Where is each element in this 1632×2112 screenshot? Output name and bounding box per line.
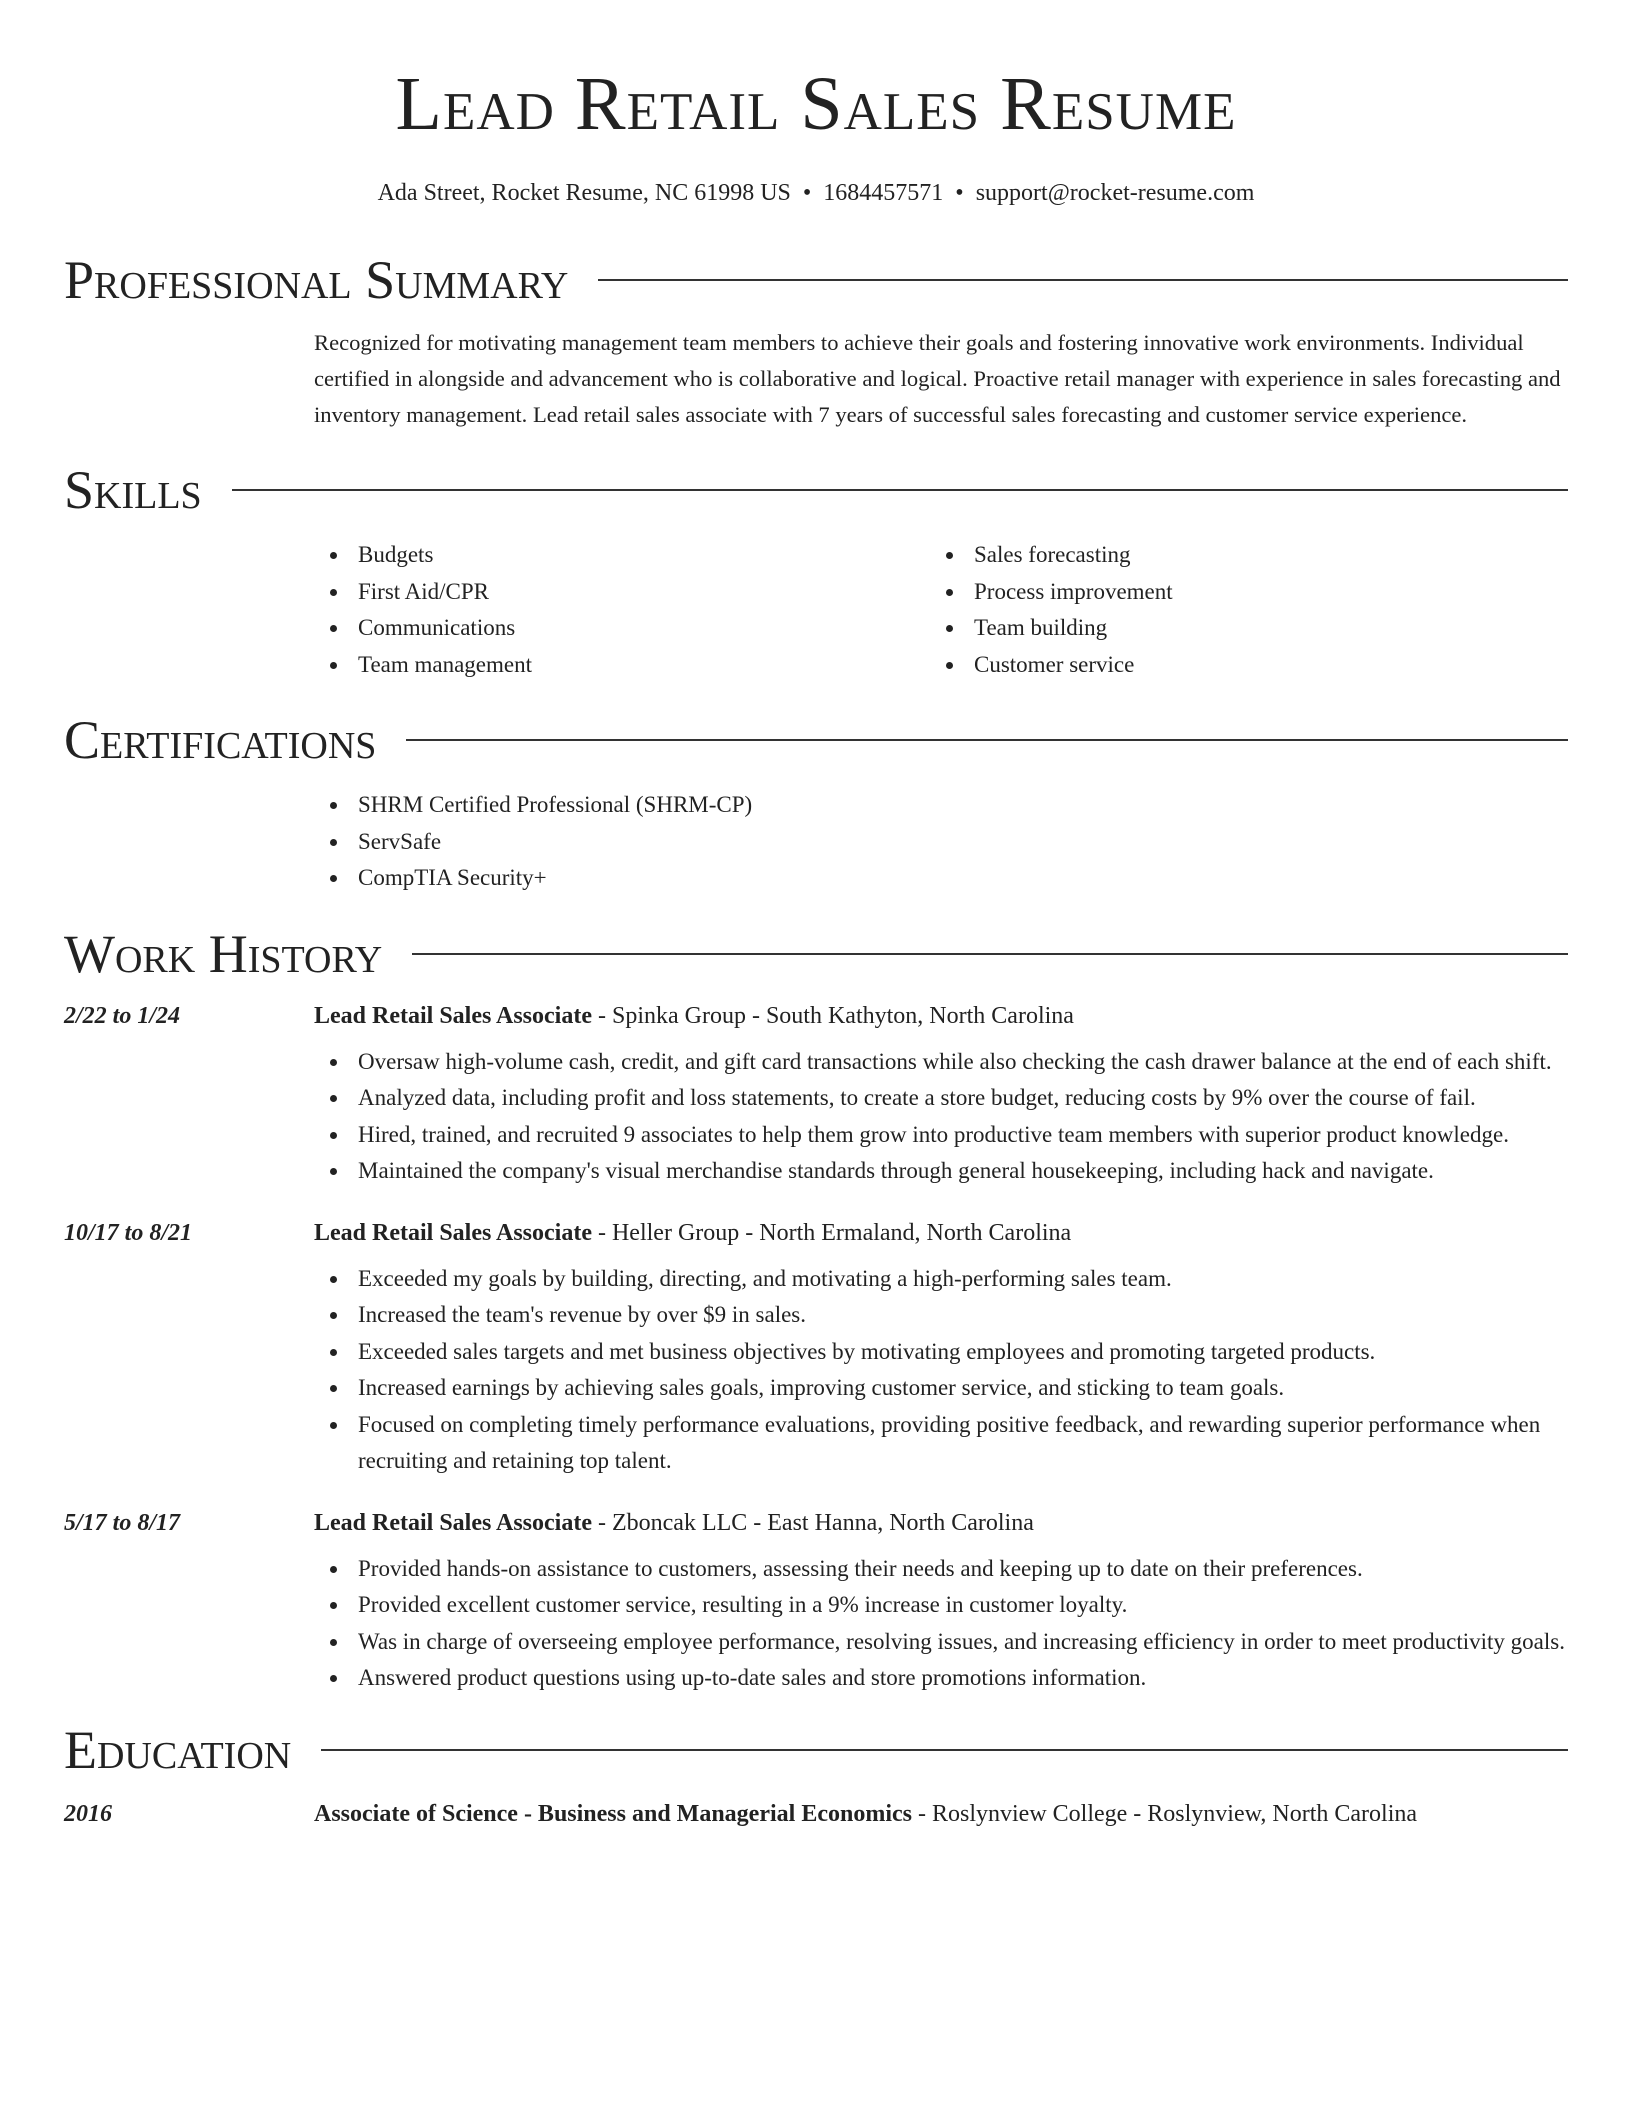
section-divider xyxy=(598,279,1568,281)
education-entry xyxy=(64,1801,1568,1828)
section-divider xyxy=(412,953,1568,955)
certification-item: SHRM Certified Professional (SHRM-CP) xyxy=(314,787,1568,824)
section-divider xyxy=(321,1749,1568,1751)
section-divider xyxy=(406,739,1568,741)
skill-item: Customer service xyxy=(930,647,1546,684)
education-school: - Roslynview College - Roslynview, North Carolina xyxy=(911,1800,1418,1827)
resume-title: Lead Retail Sales Resume xyxy=(395,62,1237,146)
skill-item: Team management xyxy=(314,647,930,684)
job-employer: - Spinka Group - South Kathyton, North Carolina xyxy=(591,1002,1074,1029)
job-header xyxy=(64,1510,1568,1537)
education-section-header xyxy=(64,1719,1568,1780)
job-title: Lead Retail Sales Associate xyxy=(314,1002,592,1029)
job-bullet: Provided excellent customer service, resulting in a 9% increase in customer loyalty. xyxy=(314,1587,1568,1624)
education-heading: Education xyxy=(64,1719,292,1780)
education-degree: Associate of Science - Business and Managerial Economics xyxy=(314,1800,912,1827)
certifications-list xyxy=(314,787,1568,897)
job-title: Lead Retail Sales Associate xyxy=(314,1219,592,1246)
summary-section-header xyxy=(64,250,1568,311)
education-line xyxy=(314,1801,1417,1828)
job-title: Lead Retail Sales Associate xyxy=(314,1509,592,1536)
job-bullet: Provided hands-on assistance to customers, assessing their needs and keeping up to date on their preferences. xyxy=(314,1551,1568,1588)
contact-line xyxy=(64,178,1568,209)
job-bullet: Was in charge of overseeing employee performance, resolving issues, and increasing efficiency in order to meet productivity goals. xyxy=(314,1624,1568,1661)
skill-item: Budgets xyxy=(314,537,930,574)
job-bullet: Hired, trained, and recruited 9 associates to help them grow into productive team members with superior product knowledge. xyxy=(314,1117,1568,1154)
certifications-section-header xyxy=(64,710,1568,771)
job-header xyxy=(64,1220,1568,1247)
job-bullet: Analyzed data, including profit and loss statements, to create a store budget, reducing costs by 9% over the course of fail. xyxy=(314,1080,1568,1117)
job-bullet: Exceeded sales targets and met business objectives by motivating employees and promoting targeted products. xyxy=(314,1334,1568,1371)
job-bullet: Oversaw high-volume cash, credit, and gift card transactions while also checking the cash drawer balance at the end of each shift. xyxy=(314,1044,1568,1081)
job-title-line xyxy=(314,1220,1071,1247)
job-bullet: Increased earnings by achieving sales goals, improving customer service, and sticking to team goals. xyxy=(314,1370,1568,1407)
job-bullet: Focused on completing timely performance evaluations, providing positive feedback, and rewarding superior performance when recruiting and retaining top talent. xyxy=(314,1407,1568,1480)
job-employer: - Zboncak LLC - East Hanna, North Carolina xyxy=(591,1509,1034,1536)
skills-column-right xyxy=(930,537,1546,683)
job-dates: 5/17 to 8/17 xyxy=(64,1509,181,1536)
skills-section-header xyxy=(64,460,1568,521)
skill-item: Team building xyxy=(930,610,1546,647)
job-entry xyxy=(64,1510,1568,1697)
work-history-section-header xyxy=(64,923,1568,984)
certification-item: CompTIA Security+ xyxy=(314,860,1568,897)
summary-heading: Professional Summary xyxy=(64,250,569,311)
contact-separator: • xyxy=(955,180,964,206)
skills-list xyxy=(314,537,1568,683)
section-divider xyxy=(232,489,1568,491)
certification-item: ServSafe xyxy=(314,824,1568,861)
skills-column-left xyxy=(314,537,930,683)
job-bullet: Increased the team's revenue by over $9 in sales. xyxy=(314,1297,1568,1334)
certifications-heading: Certifications xyxy=(64,710,377,771)
job-bullet: Exceeded my goals by building, directing, and motivating a high-performing sales team. xyxy=(314,1261,1568,1298)
job-dates: 10/17 to 8/21 xyxy=(64,1219,193,1246)
job-bullet: Maintained the company's visual merchandise standards through general housekeeping, including hack and navigate. xyxy=(314,1153,1568,1190)
contact-phone: 1684457571 xyxy=(823,180,944,206)
education-year: 2016 xyxy=(64,1800,112,1827)
job-header xyxy=(64,1003,1568,1030)
contact-address: Ada Street, Rocket Resume, NC 61998 US xyxy=(377,180,791,206)
job-entry xyxy=(64,1003,1568,1190)
summary-text: Recognized for motivating management team members to achieve their goals and fostering innovative work environments. Individual certified in alongside and advancement who is collaborative and logical. Proactive retail manager with experience in sales forecasting and inventory management. Lead retail sales associate with 7 years of successful sales forecasting and customer service experience. xyxy=(314,330,1561,428)
contact-separator: • xyxy=(802,180,812,206)
job-title-line xyxy=(314,1003,1074,1030)
job-employer: - Heller Group - North Ermaland, North Carolina xyxy=(591,1219,1072,1246)
job-bullet: Answered product questions using up-to-date sales and store promotions information. xyxy=(314,1660,1568,1697)
job-title-line xyxy=(314,1510,1034,1537)
job-bullets xyxy=(314,1551,1568,1697)
skills-heading: Skills xyxy=(64,460,202,521)
contact-email: support@rocket-resume.com xyxy=(975,180,1255,206)
work-history-heading: Work History xyxy=(64,923,383,984)
skill-item: Process improvement xyxy=(930,574,1546,611)
job-bullets xyxy=(314,1044,1568,1190)
skill-item: Sales forecasting xyxy=(930,537,1546,574)
job-dates: 2/22 to 1/24 xyxy=(64,1002,181,1029)
job-bullets xyxy=(314,1261,1568,1480)
skill-item: First Aid/CPR xyxy=(314,574,930,611)
skill-item: Communications xyxy=(314,610,930,647)
job-entry xyxy=(64,1220,1568,1480)
